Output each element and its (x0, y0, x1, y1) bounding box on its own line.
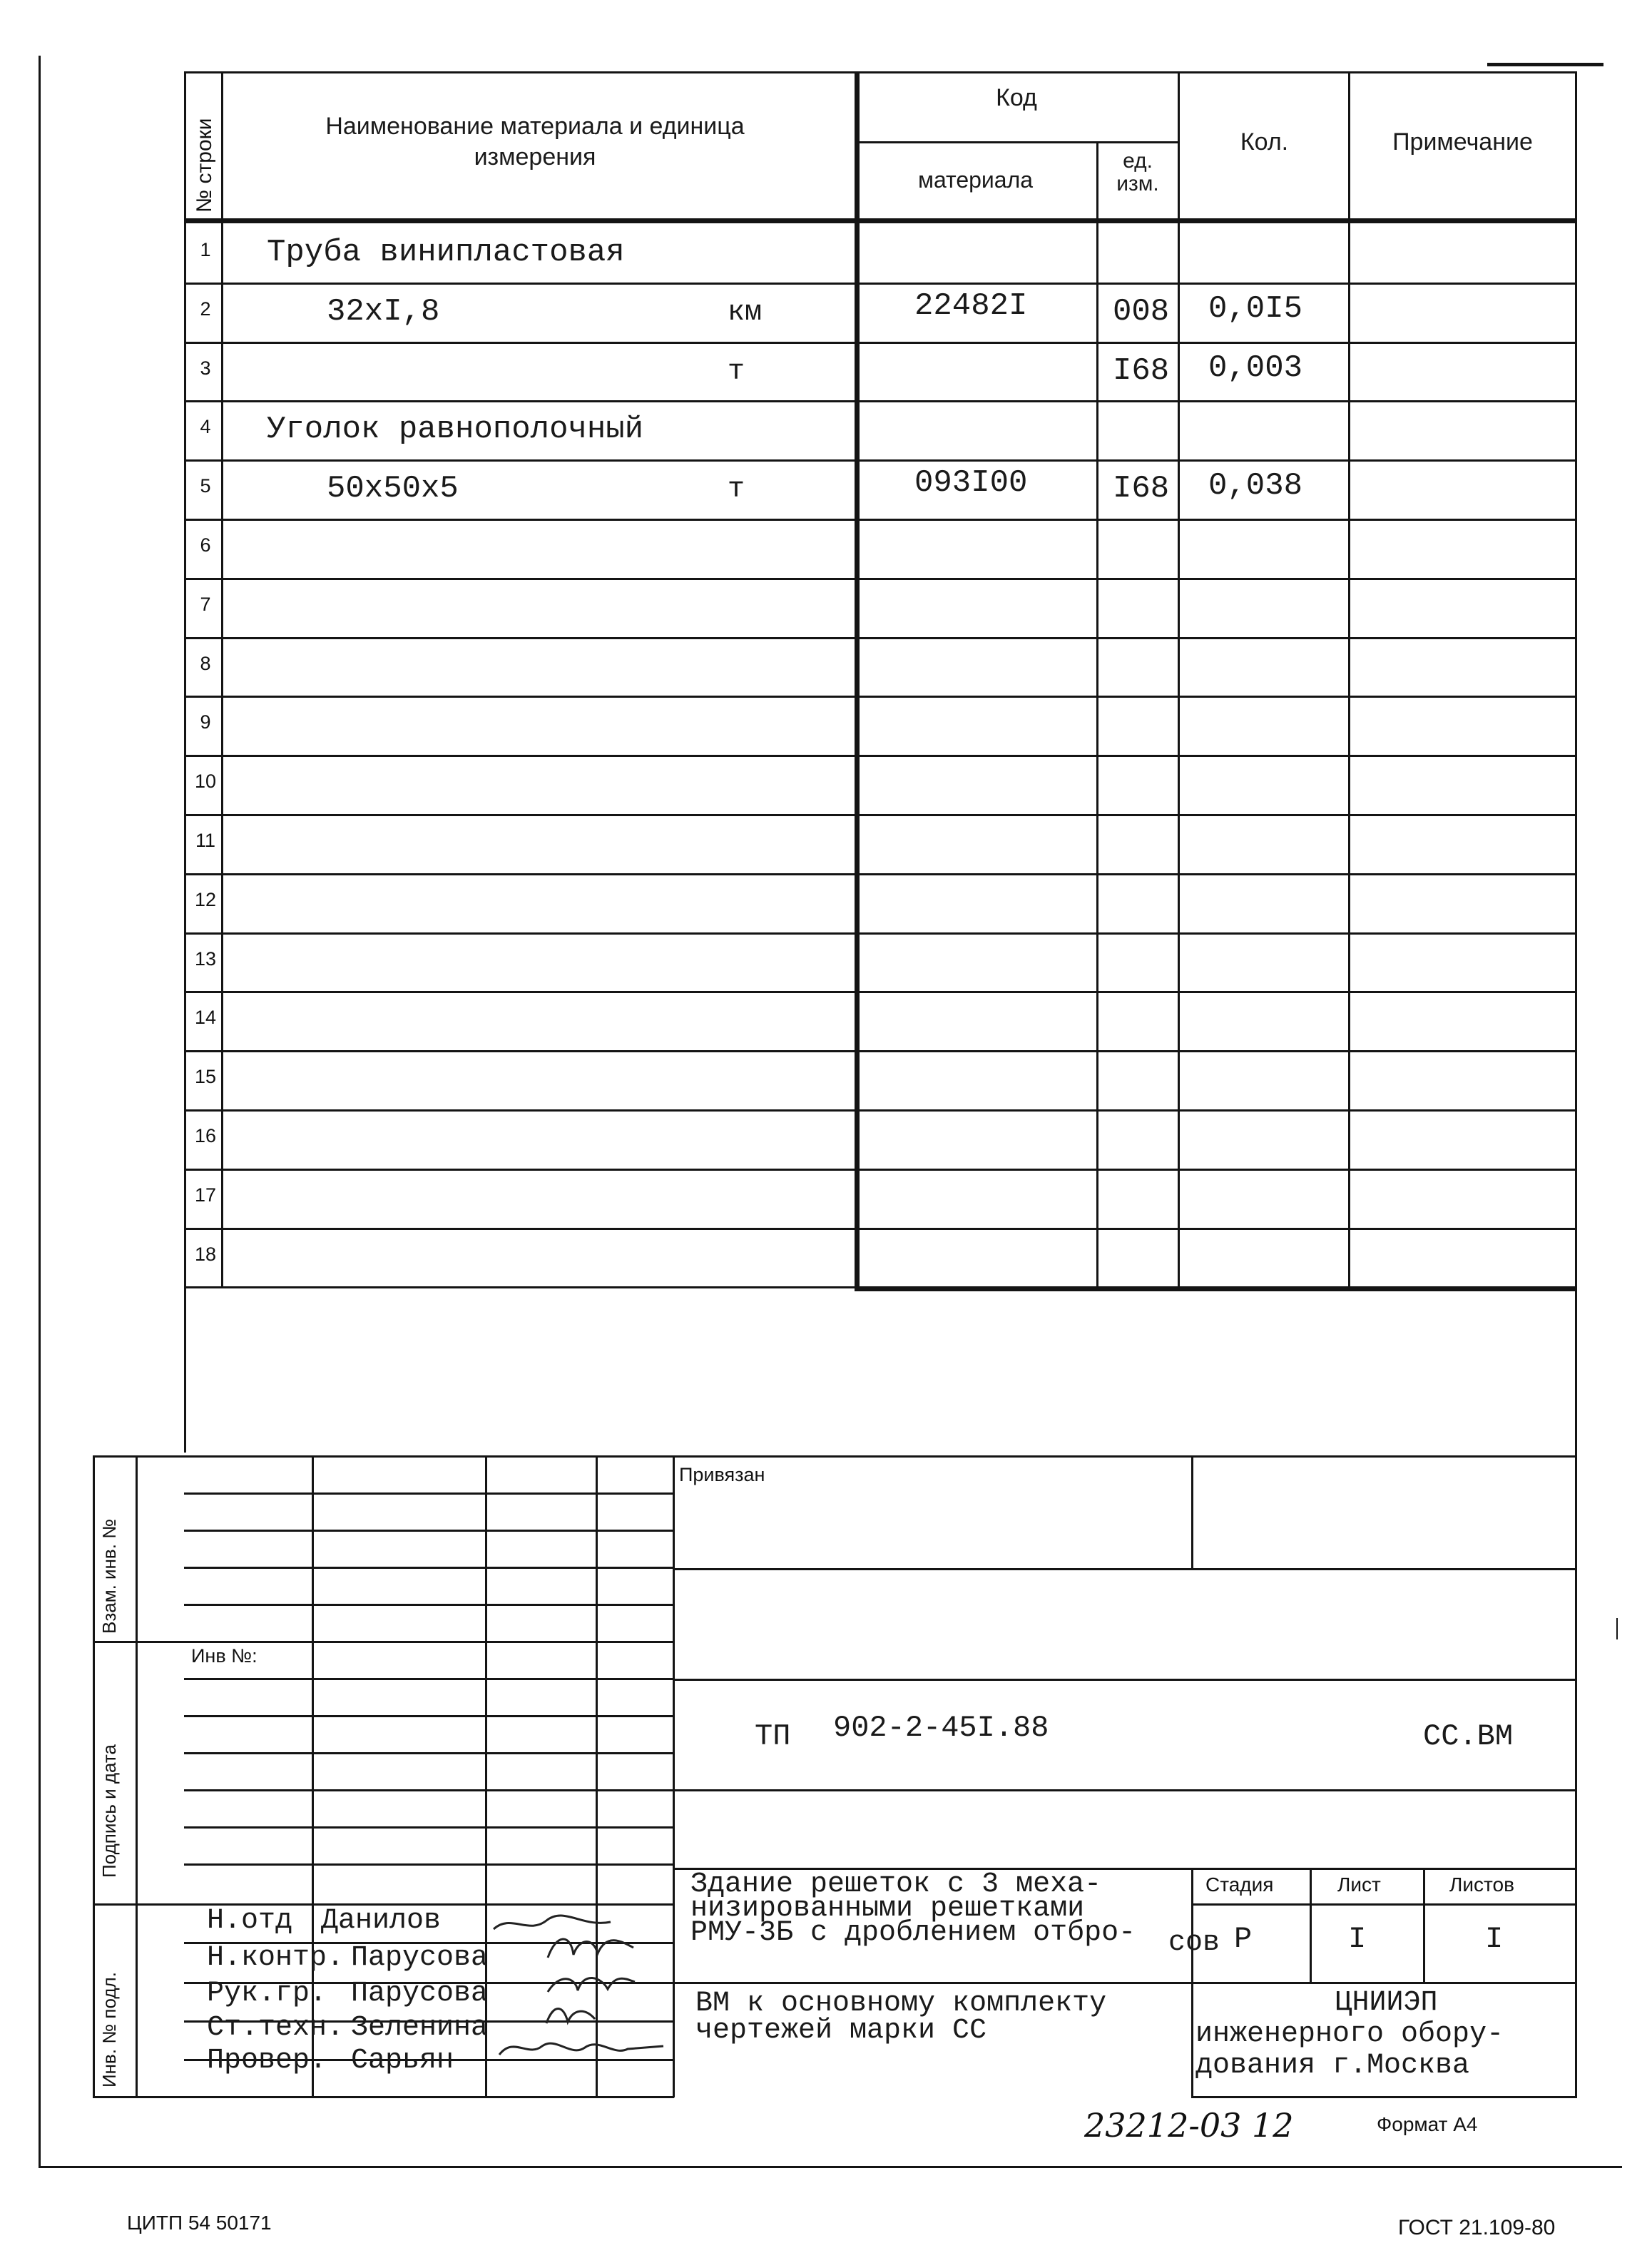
frame-right-dash (1616, 1618, 1618, 1639)
row-name: 50x50x5 (327, 471, 459, 507)
doc-title-line-2: низированными решетками (690, 1893, 1085, 1925)
signatory-role: Рук.гр. (207, 1978, 327, 2010)
signatory-role: Н.отд (207, 1905, 293, 1937)
signatory-name: Данилов (321, 1905, 442, 1937)
table-row-divider (184, 342, 1577, 344)
row-unit: т (728, 355, 745, 388)
row-unit-code: I68 (1113, 352, 1170, 389)
table-row-divider (184, 637, 1577, 639)
row-name: 32xI,8 (327, 293, 440, 330)
row-number: 7 (200, 593, 211, 615)
row-number: 16 (194, 1125, 217, 1146)
row-number: 1 (200, 239, 211, 260)
stamp-grid-line (184, 1789, 674, 1791)
frame-left-line (39, 56, 41, 2167)
stage-header: Стадия (1205, 1873, 1274, 1896)
row-unit: км (728, 296, 763, 329)
doc-subtitle-line-2: чертежей марки СС (695, 2015, 987, 2047)
doc-subtitle (695, 1990, 1106, 2045)
doc-title-line-4: сов (1168, 1927, 1220, 1959)
table-row-divider (184, 1228, 1577, 1230)
frame-top-line (1487, 63, 1603, 66)
header-qty: Кол. (1240, 128, 1289, 156)
stamp-grid-line (184, 1826, 674, 1829)
doc-code-number: 902-2-45I.88 (833, 1711, 1049, 1745)
signature-saryan (492, 2029, 671, 2075)
handwritten-inventory-number: 23212-03 12 (1084, 2106, 1294, 2145)
table-row-divider (184, 814, 1577, 816)
side-label-podpis-data: Подпись и дата (98, 1744, 120, 1878)
row-number: 2 (200, 297, 211, 320)
signatory-role: Провер. (207, 2045, 327, 2077)
row-quantity: 0,0I5 (1208, 290, 1303, 327)
organization-line-2: инженерного обору- (1195, 2018, 1504, 2050)
table-row-divider (184, 459, 1577, 462)
stamp-grid-line (184, 1863, 674, 1866)
sheet-value: I (1348, 1922, 1367, 1956)
side-label-inv-podl: Инв. № подл. (98, 1972, 120, 2087)
sheets-header: Листов (1449, 1873, 1514, 1896)
row-number: 18 (194, 1243, 217, 1265)
stamp-grid-line (184, 1715, 674, 1717)
signatory-role: Ст.техн. (207, 2012, 345, 2044)
gost-reference: ГОСТ 21.109-80 (1398, 2216, 1556, 2239)
row-number: 9 (200, 711, 211, 733)
sheet-header: Лист (1337, 1873, 1381, 1896)
stamp-grid-line (184, 1492, 674, 1495)
signatory-name: Зеленина (351, 2012, 489, 2044)
doc-subtitle-line-1: ВМ к основному комплекту (695, 1988, 1107, 2020)
table-row-divider (184, 991, 1577, 993)
stage-value: Р (1234, 1922, 1253, 1956)
row-material-code: 22482I (914, 288, 1028, 324)
stamp-grid-line (184, 1678, 674, 1680)
header-code-unit: ед. изм. (1116, 149, 1159, 195)
row-number: 12 (194, 888, 217, 910)
row-number: 4 (200, 416, 211, 438)
organization (1195, 1988, 1577, 2082)
row-number: 11 (195, 830, 216, 851)
sheets-value: I (1485, 1922, 1504, 1956)
table-row-divider (184, 755, 1577, 757)
row-number: 13 (194, 947, 217, 970)
row-quantity: 0,003 (1208, 350, 1303, 386)
doc-code-prefix: ТП (755, 1719, 791, 1754)
row-number: 6 (200, 534, 211, 556)
stamp-grid-line (184, 1604, 674, 1606)
row-unit-code: 008 (1113, 293, 1170, 330)
row-number: 5 (200, 475, 211, 497)
format-label: Формат А4 (1377, 2113, 1478, 2135)
signatory-name: Парусова (351, 1978, 489, 2010)
side-label-vzam-inv: Взам. инв. № (98, 1518, 120, 1634)
row-unit-code: I68 (1113, 471, 1170, 507)
header-name: Наименование материала и единица измерения (325, 113, 745, 171)
table-row-divider (184, 1169, 1577, 1171)
doc-title-line-3: РМУ-3Б с дроблением отбро- (690, 1917, 1136, 1949)
doc-title-line-1: Здание решеток с 3 меха- (690, 1868, 1102, 1901)
table-row-divider (184, 1109, 1577, 1112)
organization-line-1: ЦНИИЭП (1335, 1987, 1438, 2019)
row-number: 3 (200, 357, 211, 379)
header-note: Примечание (1392, 128, 1533, 156)
table-row-divider (184, 696, 1577, 698)
table-row-divider (184, 578, 1577, 580)
table-row-divider (184, 519, 1577, 521)
row-quantity: 0,038 (1208, 468, 1303, 504)
header-row-no: № строки (193, 118, 216, 213)
privyazan-label: Привязан (679, 1464, 765, 1485)
row-number: 14 (194, 1007, 217, 1029)
table-row-divider (184, 932, 1577, 935)
table-row-divider (184, 400, 1577, 402)
row-number: 15 (194, 1066, 217, 1088)
row-number: 8 (200, 652, 211, 674)
doc-title (690, 1868, 1220, 1959)
table-row-divider (184, 1050, 1577, 1052)
stamp-grid-line (184, 1567, 674, 1569)
header-code: Код (996, 84, 1037, 111)
table-row-divider (184, 873, 1577, 875)
signatory-role: Н.контр. (207, 1942, 345, 1974)
doc-code-mark: СС.ВМ (1423, 1719, 1514, 1754)
stamp-grid-line (184, 1752, 674, 1754)
row-name: Труба винипластовая (267, 235, 625, 270)
printer-code: ЦИТП 54 50171 (127, 2212, 272, 2234)
signatory-name: Парусова (351, 1942, 489, 1974)
row-number: 10 (194, 771, 217, 793)
row-number: 17 (194, 1184, 217, 1206)
row-unit: т (728, 474, 745, 507)
stamp-grid-line (184, 1641, 674, 1643)
signatory-name: Сарьян (351, 2045, 454, 2077)
organization-line-3: дования г.Москва (1195, 2050, 1470, 2082)
table-row-divider (184, 283, 1577, 285)
header-code-material: материала (917, 167, 1034, 193)
inv-no-label: Инв №: (191, 1645, 258, 1667)
frame-bottom-line (39, 2166, 1622, 2168)
stamp-grid-line (184, 1530, 674, 1532)
row-name: Уголок равнополочный (267, 412, 644, 448)
row-material-code: 093I00 (914, 465, 1028, 502)
